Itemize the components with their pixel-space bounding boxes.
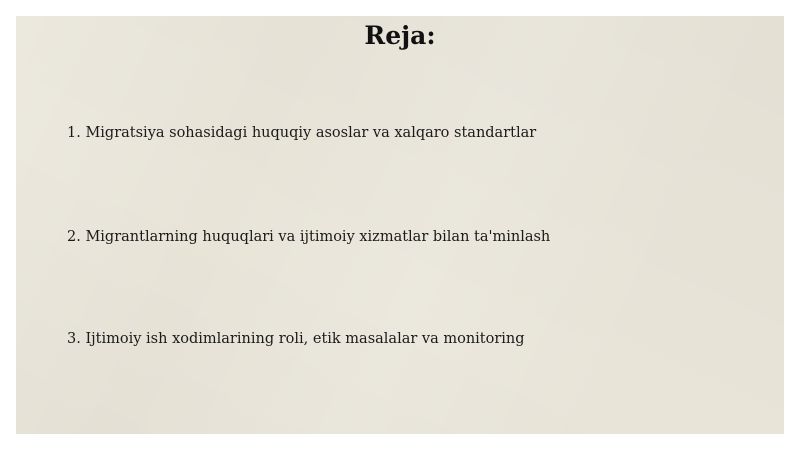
plan-item-1: 1. Migratsiya sohasidagi huquqiy asoslar va xalqaro standartlar	[67, 125, 537, 141]
slide-title: Reja:	[364, 21, 436, 50]
plan-item-3: 3. Ijtimoiy ish xodimlarining roli, etik masalalar va monitoring	[67, 331, 525, 347]
plan-item-2: 2. Migrantlarning huquqlari va ijtimoiy xizmatlar bilan ta'minlash	[67, 229, 551, 245]
slide	[16, 16, 784, 434]
